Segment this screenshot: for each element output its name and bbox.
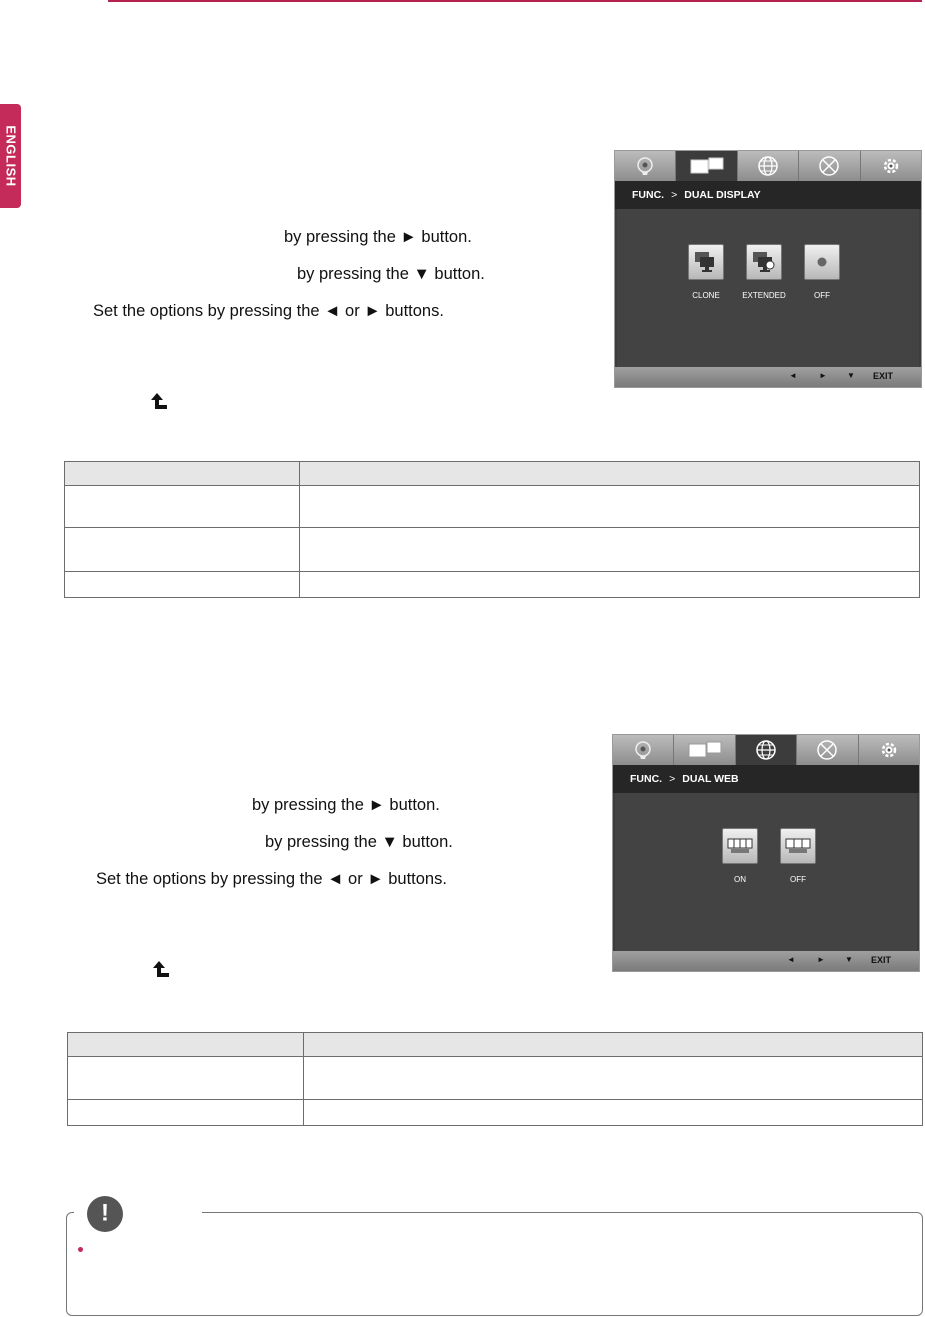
table-cell	[68, 1100, 304, 1126]
table-header-cell	[300, 462, 920, 486]
globe-icon	[755, 739, 777, 761]
table-cell	[300, 528, 920, 572]
option-on-label: ON	[734, 875, 746, 884]
dual-web-off-icon	[785, 837, 811, 855]
osd-left-button[interactable]: ◄	[789, 371, 797, 380]
table-cell	[68, 1057, 304, 1100]
option-off-button[interactable]	[780, 828, 816, 864]
osd-dual-display	[614, 150, 922, 388]
table-row	[65, 528, 920, 572]
top-rule	[108, 0, 922, 2]
option-off-button[interactable]	[804, 244, 840, 280]
osd-breadcrumb	[613, 765, 919, 793]
osd-tab-setup[interactable]	[859, 735, 919, 765]
off-icon	[815, 255, 829, 269]
osd-body	[617, 209, 919, 367]
osd-tab-function[interactable]	[676, 151, 737, 181]
dual-web-on-icon	[727, 837, 753, 855]
osd-tab-web[interactable]	[736, 735, 797, 765]
osd-tab-picture[interactable]	[615, 151, 676, 181]
osd-right-button[interactable]: ►	[819, 371, 827, 380]
osd-breadcrumb-item: DUAL DISPLAY	[684, 189, 761, 201]
table-row	[65, 572, 920, 598]
osd-tab-bar	[615, 151, 921, 181]
osd-down-button[interactable]: ▼	[845, 955, 853, 964]
clone-display-icon	[694, 251, 718, 273]
color-icon	[816, 739, 838, 761]
table-cell	[300, 486, 920, 528]
osd-bottom-bar	[615, 367, 921, 387]
osd-tab-web[interactable]	[738, 151, 799, 181]
instruction-step-1: by pressing the ► button.	[252, 796, 440, 814]
table-header-cell	[68, 1033, 304, 1057]
instruction-step-3: Set the options by pressing the ◄ or ► buttons.	[96, 870, 447, 888]
option-clone-label: CLONE	[692, 291, 720, 300]
dual-web-options-table	[67, 1032, 923, 1126]
table-header-cell	[304, 1033, 923, 1057]
globe-icon	[757, 155, 779, 177]
osd-dual-web	[612, 734, 920, 972]
return-arrow-icon	[152, 960, 170, 978]
osd-breadcrumb-menu: FUNC.	[632, 189, 665, 201]
table-cell	[65, 572, 300, 598]
note-bullet	[78, 1247, 83, 1252]
osd-breadcrumb-separator: >	[671, 189, 678, 201]
dual-display-icon	[689, 156, 725, 176]
instruction-step-2: by pressing the ▼ button.	[297, 265, 485, 283]
osd-down-button[interactable]: ▼	[847, 371, 855, 380]
note-box	[66, 1212, 923, 1316]
table-cell	[304, 1057, 923, 1100]
picture-icon	[632, 740, 654, 760]
gear-icon	[880, 155, 902, 177]
table-row	[68, 1100, 923, 1126]
osd-breadcrumb-item: DUAL WEB	[682, 773, 739, 785]
gear-icon	[878, 739, 900, 761]
osd-exit-button[interactable]: EXIT	[871, 955, 892, 965]
language-tab-label: ENGLISH	[3, 125, 18, 187]
color-icon	[818, 155, 840, 177]
dual-display-options-table	[64, 461, 920, 598]
table-header-row	[68, 1033, 923, 1057]
osd-exit-button[interactable]: EXIT	[873, 371, 894, 381]
table-header-row	[65, 462, 920, 486]
option-off-label: OFF	[790, 875, 806, 884]
instruction-step-3: Set the options by pressing the ◄ or ► buttons.	[93, 302, 444, 320]
note-exclamation-icon: !	[87, 1196, 123, 1232]
osd-breadcrumb-menu: FUNC.	[630, 773, 663, 785]
instruction-step-1: by pressing the ► button.	[284, 228, 472, 246]
table-row	[68, 1057, 923, 1100]
osd-tab-color[interactable]	[797, 735, 858, 765]
instruction-step-2: by pressing the ▼ button.	[265, 833, 453, 851]
option-on-button[interactable]	[722, 828, 758, 864]
osd-tab-bar	[613, 735, 919, 765]
osd-body	[615, 793, 917, 951]
extended-display-icon	[752, 251, 776, 273]
option-extended-label: EXTENDED	[742, 291, 786, 300]
table-cell	[65, 528, 300, 572]
option-off-label: OFF	[814, 291, 830, 300]
osd-tab-function[interactable]	[674, 735, 735, 765]
return-arrow-icon	[150, 392, 168, 410]
osd-breadcrumb	[615, 181, 921, 209]
option-clone-button[interactable]	[688, 244, 724, 280]
table-cell	[65, 486, 300, 528]
table-row	[65, 486, 920, 528]
osd-left-button[interactable]: ◄	[787, 955, 795, 964]
osd-tab-picture[interactable]	[613, 735, 674, 765]
table-cell	[300, 572, 920, 598]
osd-tab-setup[interactable]	[861, 151, 921, 181]
osd-breadcrumb-separator: >	[669, 773, 676, 785]
picture-icon	[634, 156, 656, 176]
option-extended-button[interactable]	[746, 244, 782, 280]
osd-bottom-bar	[613, 951, 919, 971]
language-tab	[0, 104, 21, 208]
osd-right-button[interactable]: ►	[817, 955, 825, 964]
table-cell	[304, 1100, 923, 1126]
table-header-cell	[65, 462, 300, 486]
dual-display-icon	[687, 740, 723, 760]
osd-tab-color[interactable]	[799, 151, 860, 181]
